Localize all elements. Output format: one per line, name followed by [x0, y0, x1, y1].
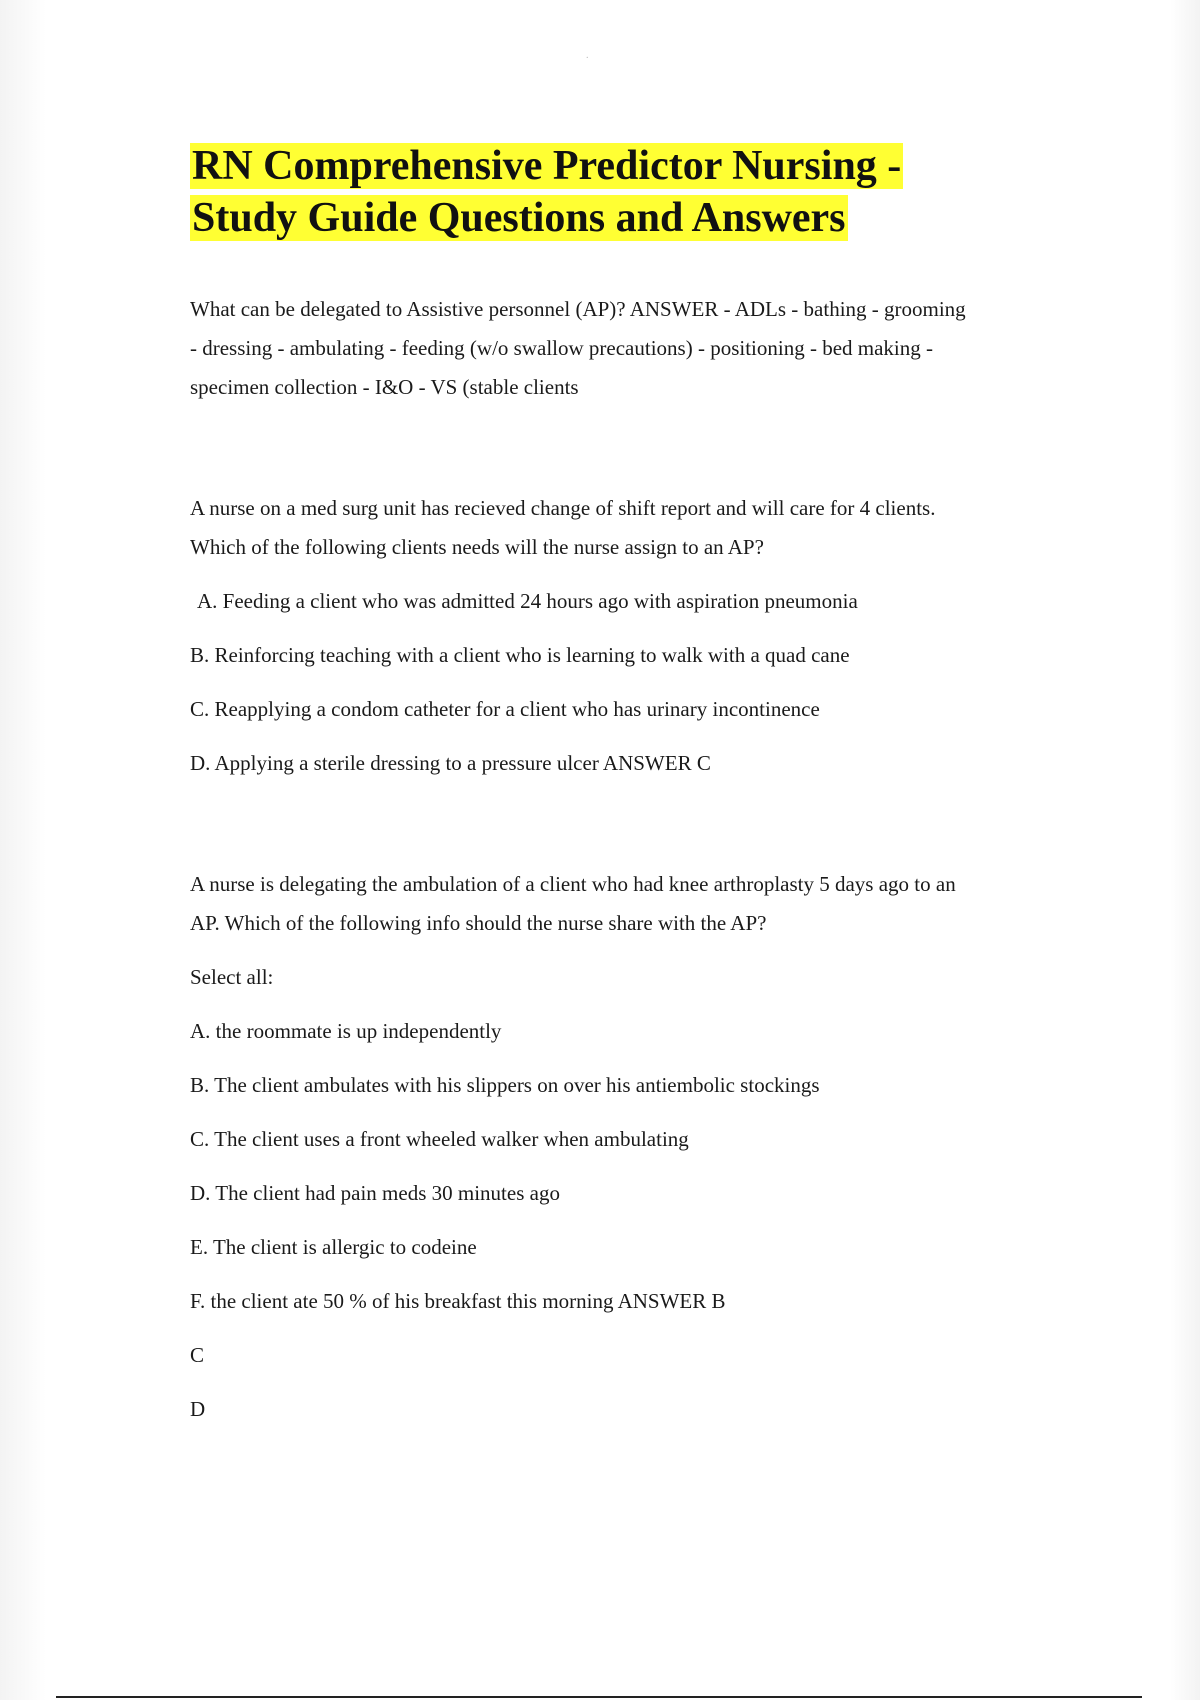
- question-3-option-e: E. The client is allergic to codeine: [190, 1235, 477, 1259]
- question-1-line-1: What can be delegated to Assistive personnel (AP)? ANSWER - ADLs - bathing - grooming: [190, 297, 966, 321]
- top-mark: .: [586, 50, 589, 61]
- question-2-option-c: C. Reapplying a condom catheter for a client who has urinary incontinence: [190, 697, 820, 721]
- question-3-option-a: A. the roommate is up independently: [190, 1019, 502, 1043]
- question-3-select-all: Select all:: [190, 965, 274, 989]
- question-3-option-b: B. The client ambulates with his slippers on over his antiembolic stockings: [190, 1073, 820, 1097]
- question-3: [190, 865, 1060, 1429]
- title-line-2: Study Guide Questions and Answers: [192, 195, 846, 241]
- question-2-line-2: Which of the following clients needs will the nurse assign to an AP?: [190, 535, 764, 559]
- question-3-option-c: C. The client uses a front wheeled walker when ambulating: [190, 1127, 689, 1151]
- question-3-answer-c: C: [190, 1343, 205, 1367]
- question-1-line-2: - dressing - ambulating - feeding (w/o swallow precautions) - positioning - bed making -: [190, 336, 933, 360]
- page-edge-right: [1170, 0, 1200, 1700]
- question-2-line-1: A nurse on a med surg unit has recieved change of shift report and will care for 4 clients.: [190, 496, 936, 520]
- question-2: [190, 489, 1060, 783]
- page-title: [190, 140, 1060, 244]
- title-line-1: RN Comprehensive Predictor Nursing -: [192, 143, 902, 189]
- question-2-option-b: B. Reinforcing teaching with a client who is learning to walk with a quad cane: [190, 643, 850, 667]
- question-2-option-d: D. Applying a sterile dressing to a pressure ulcer ANSWER C: [190, 751, 711, 775]
- question-3-answer-d: D: [190, 1397, 206, 1421]
- document-content: [190, 140, 1060, 1429]
- bottom-divider: [56, 1696, 1142, 1698]
- question-2-option-a: A. Feeding a client who was admitted 24 hours ago with aspiration pneumonia: [197, 589, 858, 613]
- question-3-line-2: AP. Which of the following info should the nurse share with the AP?: [190, 911, 767, 935]
- page-edge-left: [0, 0, 46, 1700]
- question-1-line-3: specimen collection - I&O - VS (stable clients: [190, 375, 579, 399]
- question-3-option-d: D. The client had pain meds 30 minutes ago: [190, 1181, 560, 1205]
- question-3-option-f: F. the client ate 50 % of his breakfast this morning ANSWER B: [190, 1289, 726, 1313]
- question-1: [190, 290, 1060, 407]
- question-3-line-1: A nurse is delegating the ambulation of a client who had knee arthroplasty 5 days ago to an: [190, 872, 956, 896]
